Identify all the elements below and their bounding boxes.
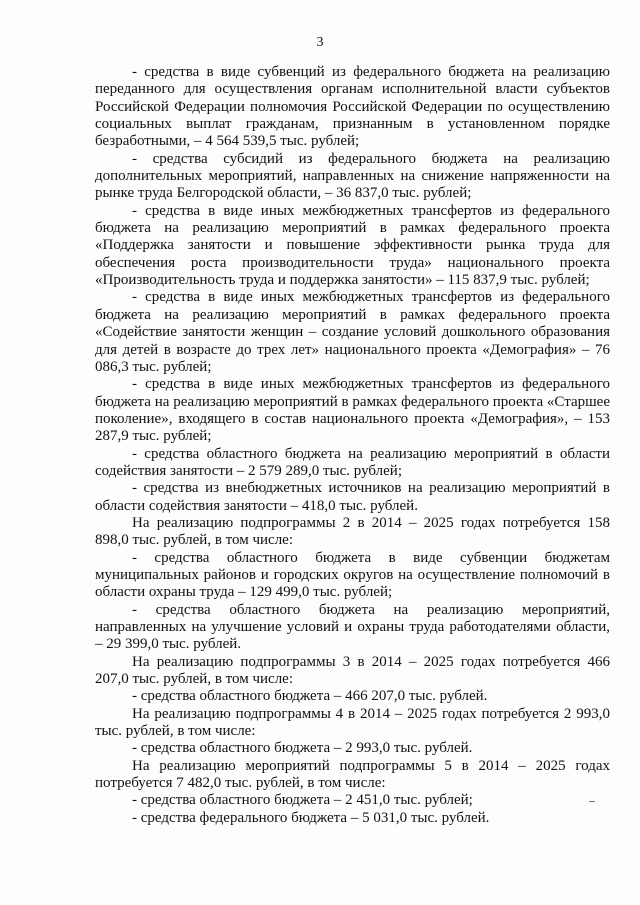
paragraph-subprogram-2-total: На реализацию подпрограммы 2 в 2014 – 2025 годах потребуется 158 898,0 тыс. рублей, в том числе: <box>95 514 610 549</box>
paragraph-subprogram-3-regional: - средства областного бюджета – 466 207,0 тыс. рублей. <box>132 688 488 705</box>
paragraph-transfer-older-generation: - средства в виде иных межбюджетных трансфертов из федерального бюджета на реализацию мероприятий в рамках федерального проекта «Старшее поколение», входящего в состав национального проекта «Демография», – 153 287,9 тыс. рублей; <box>95 376 610 445</box>
paragraph-subprogram-4-regional: - средства областного бюджета – 2 993,0 тыс. рублей. <box>132 740 473 757</box>
paragraph-subprogram-3-total: На реализацию подпрограммы 3 в 2014 – 2025 годах потребуется 466 207,0 тыс. рублей, в том числе: <box>95 653 610 688</box>
paragraph-subsidy-labor-market: - средства субсидий из федерального бюджета на реализацию дополнительных мероприятий, направленных на снижение напряженности на рынке труда Белгородской области, – 36 837,0 тыс. рублей; <box>95 150 610 202</box>
page-number: 3 <box>316 35 324 50</box>
paragraph-extrabudgetary-sources: - средства из внебюджетных источников на реализацию мероприятий в области содействия занятости – 418,0 тыс. рублей. <box>95 480 610 514</box>
paragraph-subprogram-2-subvention: - средства областного бюджета в виде субвенции бюджетам муниципальных районов и городских округов на осуществление полномочий в области охраны труда – 129 499,0 тыс. рублей; <box>95 549 610 601</box>
paragraph-subprogram-5-regional: - средства областного бюджета – 2 451,0 тыс. рублей; <box>132 792 473 809</box>
document-body <box>95 64 610 827</box>
paragraph-subprogram-2-working-conditions: - средства областного бюджета на реализацию мероприятий, направленных на улучшение условий и охраны труда работодателями области, – 29 399,0 тыс. рублей. <box>95 601 610 653</box>
paragraph-transfer-employment-support: - средства в виде иных межбюджетных трансфертов из федерального бюджета на реализацию мероприятий в рамках федерального проекта «Поддержка занятости и повышение эффективности рынка труда для обеспечения роста производительности труда» национального проекта «Производительность труда и поддержка занятости» – 115 837,9 тыс. рублей; <box>95 202 610 289</box>
scan-mark <box>589 801 595 802</box>
paragraph-subvention-unemployment: - средства в виде субвенций из федерального бюджета на реализацию переданного для осуществления органам исполнительной власти субъектов Российской Федерации полномочия Российской Федерации по осуществлению социальных выплат гражданам, признанным в установленном порядке безработными, – 4 564 539,5 тыс. рублей; <box>95 64 610 150</box>
paragraph-subprogram-4-total: На реализацию подпрограммы 4 в 2014 – 2025 годах потребуется 2 993,0 тыс. рублей, в том числе: <box>95 705 610 740</box>
paragraph-subprogram-5-federal: - средства федерального бюджета – 5 031,0 тыс. рублей. <box>132 809 490 826</box>
paragraph-regional-budget-employment: - средства областного бюджета на реализацию мероприятий в области содействия занятости – 2 579 289,0 тыс. рублей; <box>95 445 610 479</box>
paragraph-subprogram-5-total: На реализацию мероприятий подпрограммы 5 в 2014 – 2025 годах потребуется 7 482,0 тыс. рублей, в том числе: <box>95 757 610 792</box>
paragraph-transfer-women-employment: - средства в виде иных межбюджетных трансфертов из федерального бюджета на реализацию мероприятий в рамках федерального проекта «Содействие занятости женщин – создание условий дошкольного образования для детей в возрасте до трех лет» национального проекта «Демография» – 76 086,3 тыс. рублей; <box>95 289 610 375</box>
